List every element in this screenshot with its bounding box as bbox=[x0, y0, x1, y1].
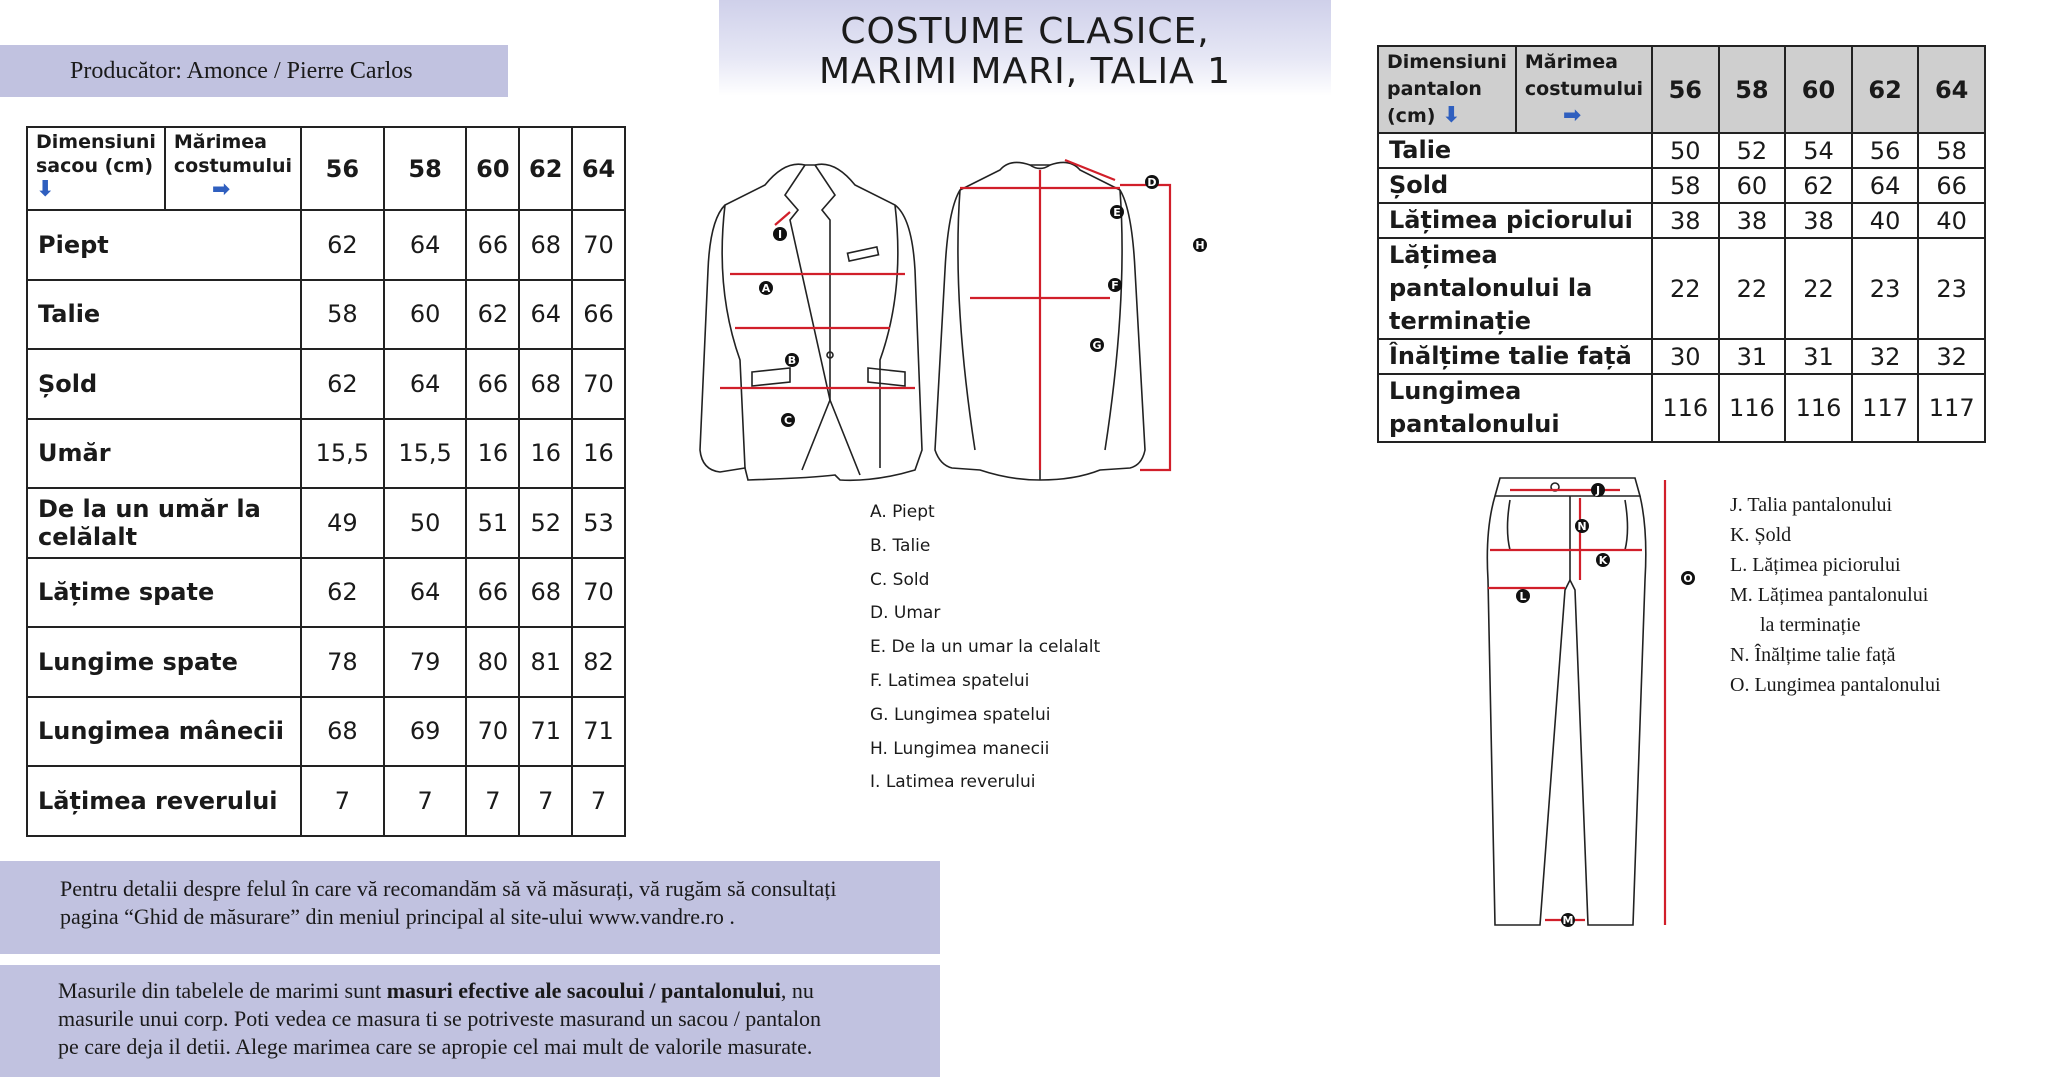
row-label: Talie bbox=[1378, 133, 1652, 168]
cell-value: 38 bbox=[1719, 203, 1786, 238]
cell-value: 22 bbox=[1719, 238, 1786, 339]
cell-value: 7 bbox=[384, 766, 467, 836]
cell-value: 40 bbox=[1852, 203, 1919, 238]
legend-item: B. Talie bbox=[870, 535, 931, 556]
cell-value: 64 bbox=[519, 280, 572, 350]
marker-c bbox=[781, 413, 795, 427]
pants-size-col: 62 bbox=[1852, 46, 1919, 133]
cell-value: 23 bbox=[1852, 238, 1919, 339]
cell-value: 38 bbox=[1785, 203, 1852, 238]
svg-text:F: F bbox=[1111, 279, 1119, 292]
cell-value: 62 bbox=[301, 210, 384, 280]
marker-e bbox=[1110, 205, 1124, 219]
jacket-size-col: 56 bbox=[301, 127, 384, 210]
page-title bbox=[719, 0, 1331, 96]
svg-text:H: H bbox=[1195, 239, 1205, 252]
table-row bbox=[1378, 133, 1985, 168]
marker-i bbox=[773, 227, 787, 241]
cell-value: 15,5 bbox=[301, 419, 384, 489]
row-label: Talie bbox=[27, 280, 301, 350]
legend-item: O. Lungimea pantalonului bbox=[1730, 674, 1941, 696]
row-label: Lungimea pantalonului bbox=[1378, 374, 1652, 442]
jacket-size-col: 64 bbox=[572, 127, 625, 210]
cell-value: 7 bbox=[572, 766, 625, 836]
pants-size-col: 58 bbox=[1719, 46, 1786, 133]
table-row bbox=[27, 419, 625, 489]
jacket-size-col: 60 bbox=[466, 127, 519, 210]
cell-value: 116 bbox=[1719, 374, 1786, 442]
marker-o bbox=[1681, 571, 1695, 585]
legend-item: K. Șold bbox=[1730, 524, 1792, 546]
table-row bbox=[1378, 203, 1985, 238]
cell-value: 78 bbox=[301, 627, 384, 697]
cell-value: 31 bbox=[1785, 339, 1852, 374]
pants-measure-lines bbox=[1488, 480, 1665, 925]
row-label: Lățimea reverului bbox=[27, 766, 301, 836]
cell-value: 64 bbox=[384, 349, 467, 419]
cell-value: 64 bbox=[384, 210, 467, 280]
cell-value: 38 bbox=[1652, 203, 1719, 238]
cell-value: 51 bbox=[466, 488, 519, 558]
cell-value: 31 bbox=[1719, 339, 1786, 374]
row-label: Piept bbox=[27, 210, 301, 280]
table-row bbox=[1378, 339, 1985, 374]
table-row bbox=[27, 488, 625, 558]
svg-text:N: N bbox=[1577, 520, 1587, 533]
cell-value: 53 bbox=[572, 488, 625, 558]
cell-value: 15,5 bbox=[384, 419, 467, 489]
cell-value: 30 bbox=[1652, 339, 1719, 374]
svg-text:K: K bbox=[1598, 554, 1608, 567]
cell-value: 49 bbox=[301, 488, 384, 558]
cell-value: 58 bbox=[1652, 168, 1719, 203]
cell-value: 22 bbox=[1652, 238, 1719, 339]
table-row bbox=[27, 349, 625, 419]
row-label: Umăr bbox=[27, 419, 301, 489]
svg-text:E: E bbox=[1113, 206, 1121, 219]
cell-value: 71 bbox=[519, 697, 572, 767]
cell-value: 62 bbox=[466, 280, 519, 350]
marker-f bbox=[1108, 278, 1122, 292]
actual-measurements-note: Masurile din tabelele de marimi sunt masuri efective ale sacoului / pantalonului, nu masurile unui corp. Poti vedea ce masura ti se potriveste masurand un sacou / pantalon pe care deja il detii. Alege marimea care se apropie cel mai mult de valorile masurate. bbox=[0, 965, 940, 1077]
legend-item: G. Lungimea spatelui bbox=[870, 704, 1051, 725]
marker-a bbox=[759, 281, 773, 295]
row-label: Șold bbox=[27, 349, 301, 419]
arrow-right-icon: ➡ bbox=[211, 177, 231, 202]
marker-h bbox=[1193, 238, 1207, 252]
jacket-table-header bbox=[27, 127, 625, 210]
legend-item: J. Talia pantalonului bbox=[1730, 494, 1893, 516]
cell-value: 70 bbox=[466, 697, 519, 767]
measurement-guide-note: Pentru detalii despre felul în care vă recomandăm să vă măsurați, vă rugăm să consultați pagina “Ghid de măsurare” din meniul principal al site-ului www.vandre.ro . bbox=[0, 861, 940, 954]
jacket-front-drawing bbox=[700, 164, 922, 480]
pants-size-table bbox=[1377, 45, 1986, 443]
legend-item: L. Lățimea piciorului bbox=[1730, 554, 1901, 576]
cell-value: 117 bbox=[1852, 374, 1919, 442]
jacket-size-col: 58 bbox=[384, 127, 467, 210]
marker-g bbox=[1090, 338, 1104, 352]
marker-n bbox=[1575, 519, 1589, 533]
cell-value: 54 bbox=[1785, 133, 1852, 168]
marker-l bbox=[1516, 589, 1530, 603]
pants-size-col: 60 bbox=[1785, 46, 1852, 133]
cell-value: 58 bbox=[1918, 133, 1985, 168]
cell-value: 22 bbox=[1785, 238, 1852, 339]
cell-value: 7 bbox=[519, 766, 572, 836]
cell-value: 68 bbox=[519, 210, 572, 280]
svg-text:D: D bbox=[1147, 176, 1157, 189]
cell-value: 66 bbox=[1918, 168, 1985, 203]
jacket-size-col: 62 bbox=[519, 127, 572, 210]
legend-item: A. Piept bbox=[870, 502, 935, 522]
row-label: Lățimea piciorului bbox=[1378, 203, 1652, 238]
cell-value: 7 bbox=[466, 766, 519, 836]
marker-b bbox=[785, 353, 799, 367]
table-row bbox=[27, 280, 625, 350]
legend-item: N. Înălțime talie față bbox=[1730, 644, 1896, 666]
legend-item: la terminație bbox=[1760, 614, 1861, 636]
title-line-1: COSTUME CLASICE, bbox=[840, 11, 1210, 52]
legend-item: H. Lungimea manecii bbox=[870, 738, 1050, 759]
legend-item: I. Latimea reverului bbox=[870, 772, 1036, 793]
jacket-size-header: Mărimea costumului ➡ bbox=[165, 127, 301, 210]
table-row bbox=[27, 558, 625, 628]
arrow-right-icon: ➡ bbox=[1562, 103, 1582, 128]
cell-value: 52 bbox=[1719, 133, 1786, 168]
cell-value: 69 bbox=[384, 697, 467, 767]
svg-text:J: J bbox=[1595, 484, 1601, 497]
cell-value: 52 bbox=[519, 488, 572, 558]
cell-value: 64 bbox=[384, 558, 467, 628]
svg-text:I: I bbox=[777, 228, 783, 241]
legend-item: E. De la un umar la celalalt bbox=[870, 637, 1101, 658]
jacket-size-table bbox=[26, 126, 626, 837]
cell-value: 70 bbox=[572, 349, 625, 419]
cell-value: 81 bbox=[519, 627, 572, 697]
pants-legend bbox=[1730, 490, 1941, 700]
legend-item: D. Umar bbox=[870, 603, 941, 624]
cell-value: 60 bbox=[1719, 168, 1786, 203]
row-label: Lungimea mânecii bbox=[27, 697, 301, 767]
cell-value: 117 bbox=[1918, 374, 1985, 442]
cell-value: 68 bbox=[519, 558, 572, 628]
marker-d bbox=[1145, 175, 1159, 189]
title-line-2: MARIMI MARI, TALIA 1 bbox=[818, 51, 1232, 92]
svg-text:M: M bbox=[1562, 914, 1574, 927]
table-row bbox=[27, 697, 625, 767]
cell-value: 7 bbox=[301, 766, 384, 836]
svg-text:O: O bbox=[1683, 572, 1693, 585]
pants-dim-header: Dimensiuni pantalon (cm) ⬇ bbox=[1378, 46, 1516, 133]
cell-value: 58 bbox=[301, 280, 384, 350]
cell-value: 16 bbox=[572, 419, 625, 489]
arrow-down-icon: ⬇ bbox=[1442, 103, 1461, 128]
row-label: Lățime spate bbox=[27, 558, 301, 628]
jacket-dim-header: Dimensiuni sacou (cm) ⬇ bbox=[27, 127, 165, 210]
pants-drawing bbox=[1487, 478, 1646, 925]
table-row bbox=[1378, 238, 1985, 339]
cell-value: 62 bbox=[301, 558, 384, 628]
row-label: Înălțime talie față bbox=[1378, 339, 1652, 374]
jacket-diagram bbox=[690, 150, 1250, 490]
cell-value: 56 bbox=[1852, 133, 1919, 168]
cell-value: 71 bbox=[572, 697, 625, 767]
cell-value: 79 bbox=[384, 627, 467, 697]
svg-text:A: A bbox=[761, 282, 771, 295]
table-row bbox=[1378, 168, 1985, 203]
jacket-legend bbox=[870, 496, 1100, 800]
pants-size-col: 64 bbox=[1918, 46, 1985, 133]
cell-value: 16 bbox=[519, 419, 572, 489]
cell-value: 70 bbox=[572, 210, 625, 280]
cell-value: 62 bbox=[1785, 168, 1852, 203]
cell-value: 32 bbox=[1852, 339, 1919, 374]
table-row bbox=[1378, 374, 1985, 442]
cell-value: 66 bbox=[466, 349, 519, 419]
producer-banner: Producător: Amonce / Pierre Carlos bbox=[0, 45, 508, 97]
cell-value: 23 bbox=[1918, 238, 1985, 339]
svg-text:G: G bbox=[1092, 339, 1102, 352]
cell-value: 80 bbox=[466, 627, 519, 697]
cell-value: 68 bbox=[301, 697, 384, 767]
cell-value: 16 bbox=[466, 419, 519, 489]
cell-value: 32 bbox=[1918, 339, 1985, 374]
cell-value: 50 bbox=[384, 488, 467, 558]
cell-value: 40 bbox=[1918, 203, 1985, 238]
svg-text:B: B bbox=[787, 354, 797, 367]
pants-size-header: Mărimea costumului ➡ bbox=[1516, 46, 1652, 133]
cell-value: 82 bbox=[572, 627, 625, 697]
row-label: Șold bbox=[1378, 168, 1652, 203]
cell-value: 70 bbox=[572, 558, 625, 628]
legend-item: F. Latimea spatelui bbox=[870, 670, 1030, 691]
cell-value: 116 bbox=[1652, 374, 1719, 442]
pants-diagram bbox=[1470, 470, 1710, 930]
svg-text:L: L bbox=[1519, 590, 1527, 603]
cell-value: 116 bbox=[1785, 374, 1852, 442]
table-row bbox=[27, 210, 625, 280]
cell-value: 64 bbox=[1852, 168, 1919, 203]
cell-value: 60 bbox=[384, 280, 467, 350]
cell-value: 68 bbox=[519, 349, 572, 419]
legend-item: M. Lățimea pantalonului bbox=[1730, 584, 1929, 606]
marker-k bbox=[1596, 553, 1610, 567]
marker-m bbox=[1561, 913, 1575, 927]
row-label: Lungime spate bbox=[27, 627, 301, 697]
row-label: Lățimea pantalonului la terminație bbox=[1378, 238, 1652, 339]
cell-value: 50 bbox=[1652, 133, 1719, 168]
pants-table-header bbox=[1378, 46, 1985, 133]
cell-value: 66 bbox=[572, 280, 625, 350]
cell-value: 66 bbox=[466, 210, 519, 280]
legend-item: C. Sold bbox=[870, 569, 930, 590]
marker-j bbox=[1591, 483, 1605, 497]
svg-text:C: C bbox=[783, 414, 793, 427]
row-label: De la un umăr la celălalt bbox=[27, 488, 301, 558]
cell-value: 66 bbox=[466, 558, 519, 628]
table-row bbox=[27, 766, 625, 836]
cell-value: 62 bbox=[301, 349, 384, 419]
table-row bbox=[27, 627, 625, 697]
pants-size-col: 56 bbox=[1652, 46, 1719, 133]
arrow-down-icon: ⬇ bbox=[36, 177, 55, 202]
